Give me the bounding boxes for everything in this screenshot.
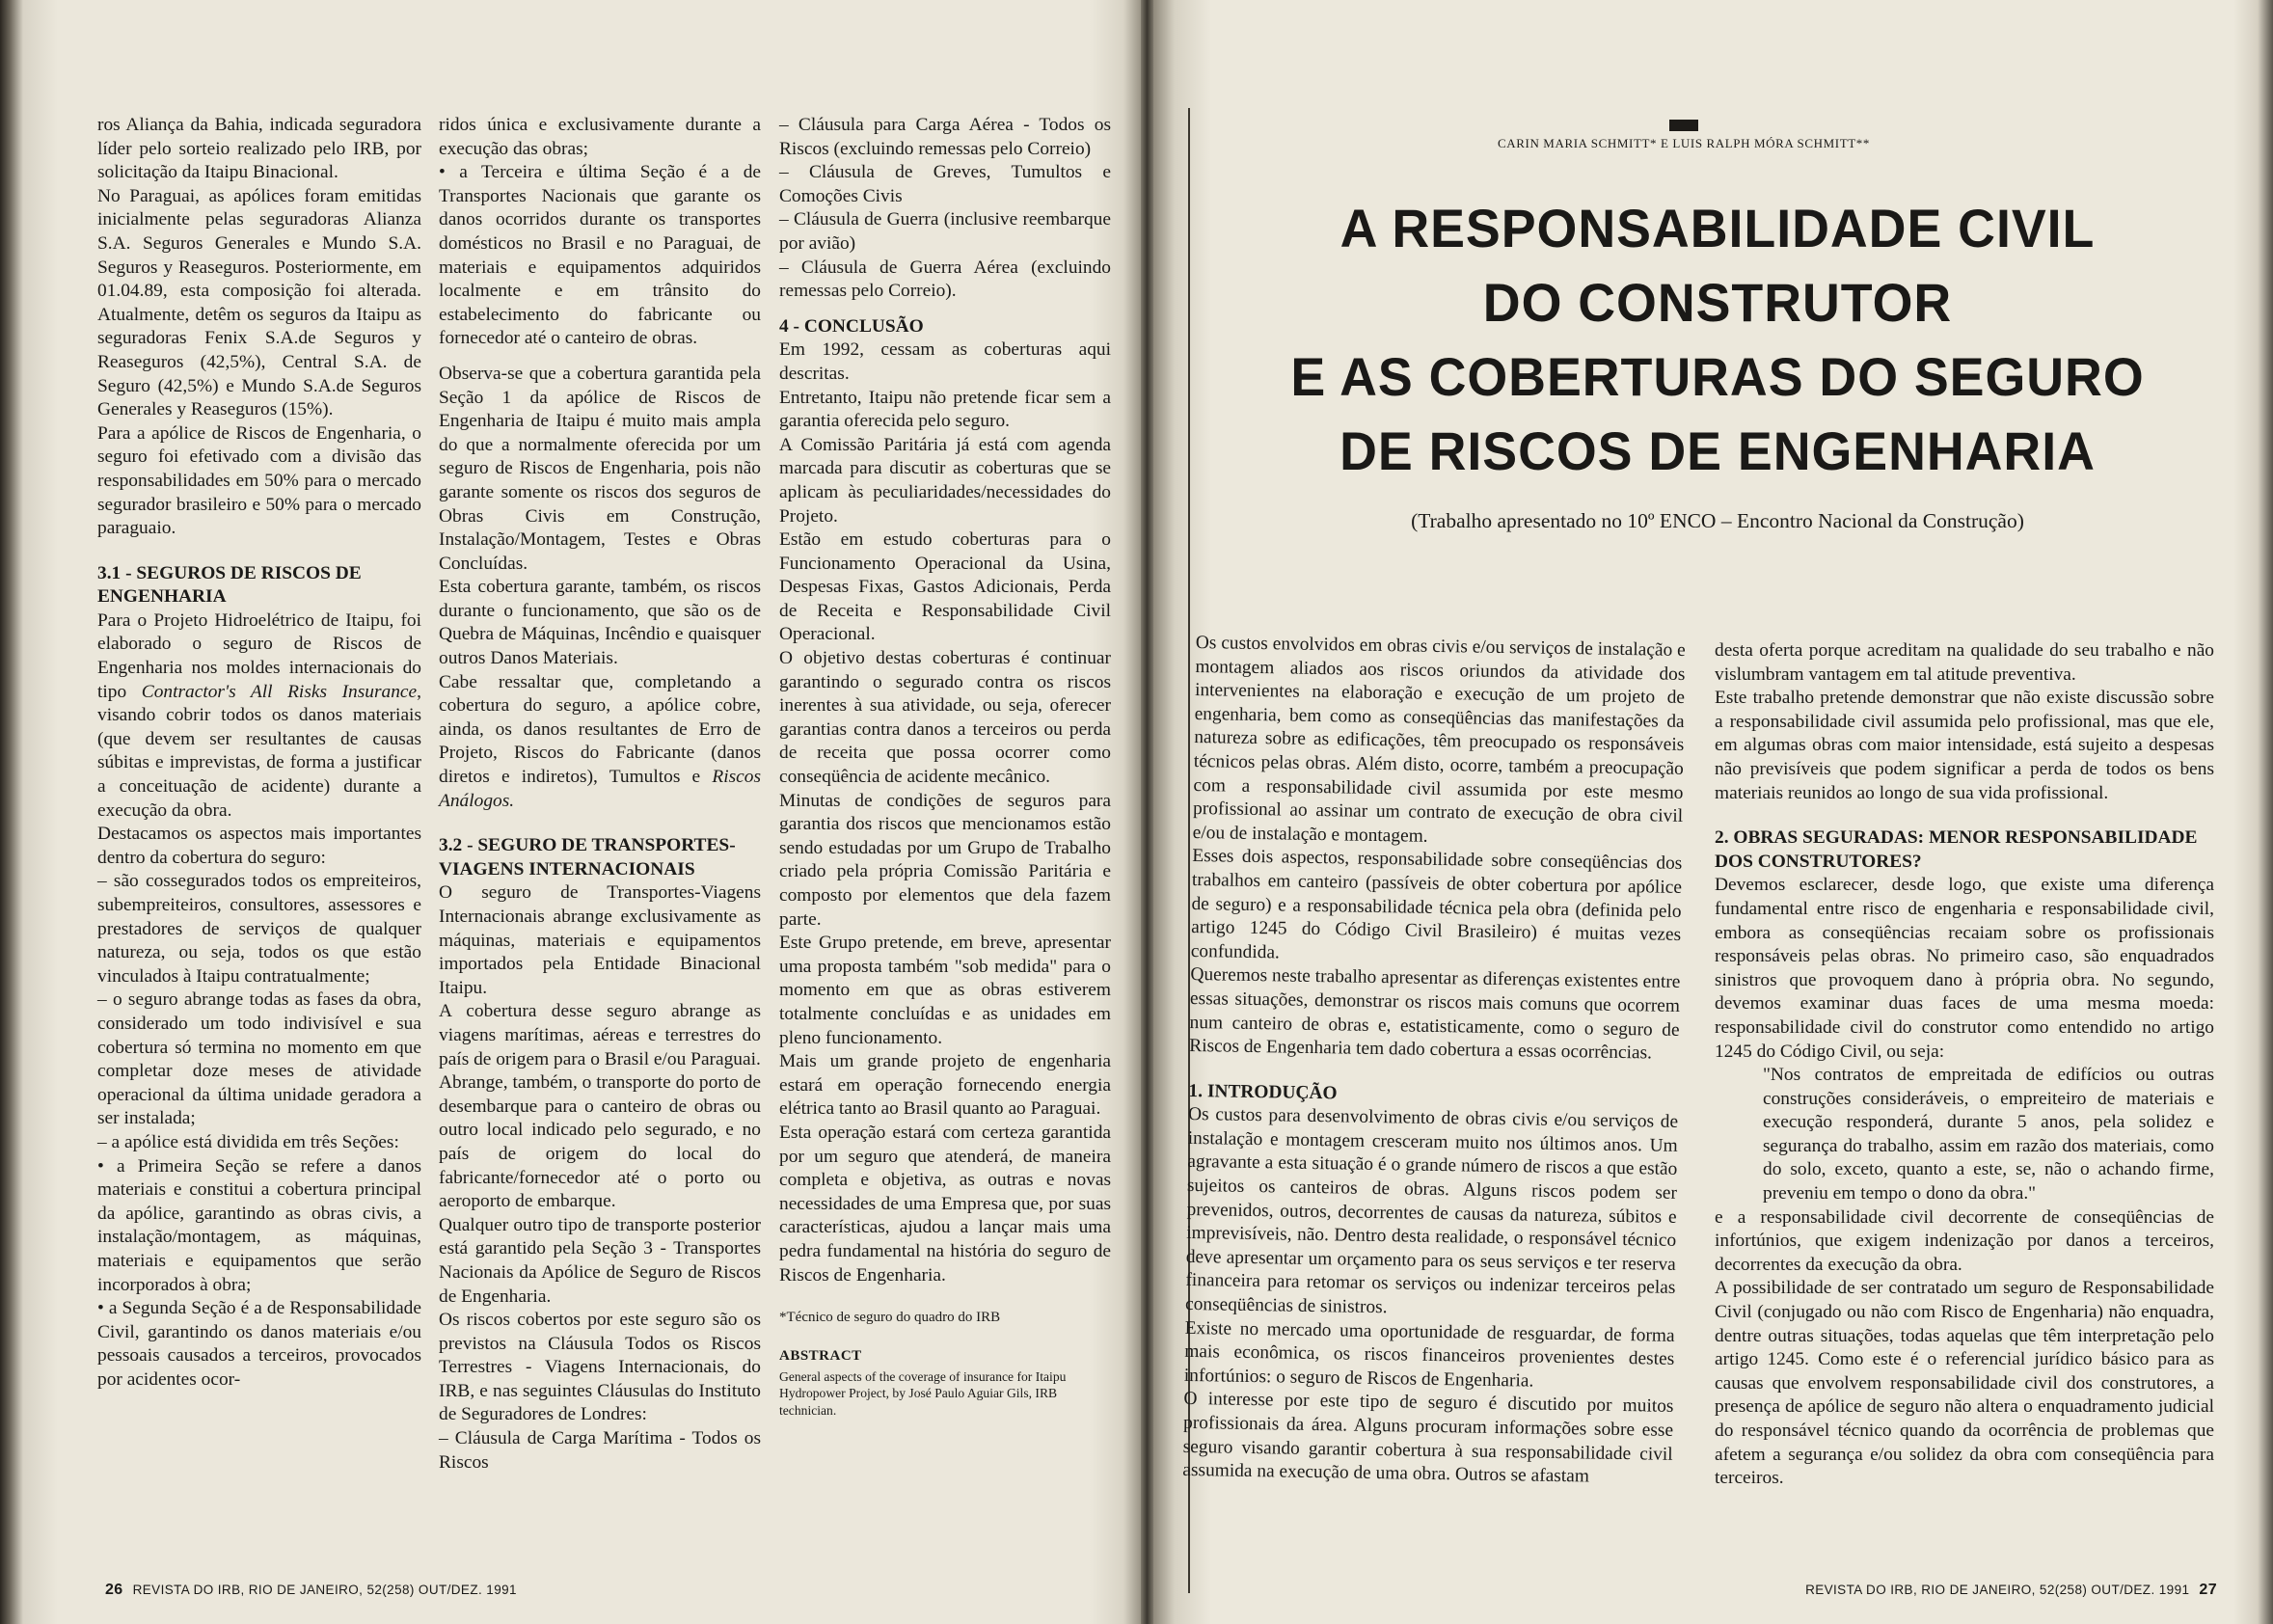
article-title [1213,191,2222,488]
paragraph: Abrange, também, o transporte do porto de desembarque para o canteiro de obras ou outro local indicado pelo segurado, e no país de origem do local do fabricante/fornecedor até o porto ou aeroporto de embarque. [439,1072,761,1212]
paragraph: e a responsabilidade civil decorrente de conseqüências de infortúnios, que exigem indenização por danos a terceiros, decorrentes da execução da obra. [1715,1206,2214,1275]
section-heading-1: 1. INTRODUÇÃO [1188,1080,1338,1104]
left-column-2 [439,114,761,1475]
title-line: E AS COBERTURAS DO SEGURO [1290,346,2145,407]
paragraph: • a Segunda Seção é a de Responsabilidade Civil, garantindo os danos materiais e/ou pessoais causados a terceiros, provocados por acidentes ocor- [97,1298,421,1390]
paragraph: Este trabalho pretende demonstrar que não existe discussão sobre a responsabilidade civil assumida pelo profissional, mas que ele, em algumas obras com maior intensidade, está sujeito a despesas não previsíveis que podem significar a perda de todos os bens materiais reunidos ao longo de sua vida profissional. [1715,688,2214,803]
paragraph: ros Aliança da Bahia, indicada seguradora líder pelo sorteio realizado pelo IRB, por solicitação da Itaipu Binacional. [97,115,421,183]
paragraph: Observa-se que a cobertura garantida pela Seção 1 da apólice de Riscos de Engenharia de Itaipu é muito mais ampla do que a normalmente oferecida por um seguro de Riscos de Engenharia, pois não garante somente os riscos dos seguros de Obras Civis em Construção, Instalação/Montagem, Testes e Obras Concluídas. [439,363,761,574]
title-line: DE RISCOS DE ENGENHARIA [1339,420,2096,481]
article-subtitle: (Trabalho apresentado no 10º ENCO – Encontro Nacional da Construção) [1411,509,2024,532]
abstract-body: General aspects of the coverage of insurance for Itaipu Hydropower Project, by José Paulo Aguiar Gils, IRB technician. [779,1368,1067,1418]
footnote: *Técnico de seguro do quadro do IRB [779,1310,1001,1326]
page-folio-left [95,1582,517,1599]
right-page [1153,0,2273,1624]
paragraph: Os riscos cobertos por este seguro são os previstos na Cláusula Todos os Riscos Terrestres - Viagens Internacionais, do IRB, e nas seguintes Cláusulas do Instituto de Seguradores de Londres: [439,1310,761,1425]
paragraph: Para a apólice de Riscos de Engenharia, o seguro foi efetivado com a divisão das responsabilidades em 50% para o mercado segurador brasileiro e 50% para o mercado paraguaio. [97,422,421,539]
paragraph: Existe no mercado uma oportunidade de resguardar, de forma mais econômica, os riscos financeiros provenientes destes infortúnios: o seguro de Riscos de Engenharia. [1183,1317,1675,1392]
paragraph: Estão em estudo coberturas para o Funcionamento Operacional da Usina, Despesas Fixas, Gastos Adicionais, Perda de Receita e Responsabilidade Civil Operacional. [779,529,1111,645]
paragraph: Este Grupo pretende, em breve, apresentar uma proposta também "sob medida" para o momento em que as obras estiverem totalmente concluídas e as unidades em pleno funcionamento. [779,933,1111,1048]
paragraph: A cobertura desse seguro abrange as viagens marítimas, aéreas e terrestres do país de origem para o Brasil e/ou Paraguai. [439,1001,761,1069]
page-number: 26 [105,1582,123,1598]
book-gutter [1141,0,1153,1624]
paragraph: – Cláusula para Carga Aérea - Todos os Riscos (excluindo remessas pelo Correio) [779,115,1111,159]
paragraph: Para o Projeto Hidroelétrico de Itaipu, foi elaborado o seguro de Riscos de Engenharia nos moldes internacionais do tipo Contractor's All Risks Insurance, visando cobrir todos os danos materiais (que devem ser resultantes de causas súbitas e imprevistas, de forma a justificar a conceituação de acidente) durante a execução da obra. [97,609,422,821]
paragraph: – Cláusula de Guerra (inclusive reembarque por avião) [779,209,1111,254]
right-column-2 [1715,639,2214,1491]
paragraph: Minutas de condições de seguros para garantia dos riscos que mencionamos estão sendo estudadas por um Grupo de Trabalho criado pela própria Comissão Paritária e composto por elementos que dela fazem parte. [779,790,1111,930]
paragraph: Em 1992, cessam as coberturas aqui descritas. [779,339,1111,384]
journal-citation: REVISTA DO IRB, RIO DE JANEIRO, 52(258) OUT/DEZ. 1991 [132,1583,517,1597]
authors-byline: CARIN MARIA SCHMITT* E LUIS RALPH MÓRA SCHMITT** [1498,136,1870,150]
paragraph: • a Terceira e última Seção é a de Transportes Nacionais que garante os danos ocorridos durante os transportes domésticos no Brasil e no Paraguai, de materiais e equipamentos adquiridos localmente e em trânsito do estabelecimento do fabricante ou fornecedor até o canteiro de obras. [439,162,761,349]
paragraph: Cabe ressaltar que, completando a cobertura do seguro, a apólice cobre, ainda, os danos resultantes de Erro de Projeto, Riscos do Fabricante (danos diretos e indiretos), Tumultos e Riscos Análogos. [439,671,761,811]
section-heading-4: 4 - CONCLUSÃO [779,315,924,337]
paragraph: • a Primeira Seção se refere a danos materiais e constitui a cobertura principal da apólice, garantindo as obras civis, a instalação/montagem, as máquinas, materiais e equipamentos que serão incorporados à obra; [97,1155,421,1295]
section-heading-3-2: 3.2 - SEGURO DE TRANSPORTES-VIAGENS INTERNACIONAIS [439,835,736,880]
section-heading-3-1: 3.1 - SEGUROS DE RISCOS DE ENGENHARIA [97,562,362,608]
paragraph: Os custos para desenvolvimento de obras civis e/ou serviços de instalação e montagem cresceram muito nos últimos anos. Um agravante a esta situação é o grande número de riscos a que estão sujeitos os canteiros de obras. Alguns riscos podem ser prevenidos, outros, decorrentes de causas da natureza, súbitos e imprevisíveis, não. Dentro desta realidade, o responsável técnico deve apresentar um orçamento para os seus serviços e ter reserva financeira para retomar os serviços ou indenizar terceiros pelas conseqüências de sinistros. [1184,1104,1679,1318]
abstract-heading: ABSTRACT [779,1348,862,1365]
paragraph: – Cláusula de Carga Marítima - Todos os Riscos [439,1428,761,1473]
paragraph: – Cláusula de Greves, Tumultos e Comoções Civis [779,162,1111,206]
paragraph: Esta cobertura garante, também, os riscos durante o funcionamento, que são os de Quebra de Máquinas, Incêndio e quaisquer outros Danos Materiais. [439,577,761,669]
paragraph: A possibilidade de ser contratado um seguro de Responsabilidade Civil (conjugado ou não com Risco de Engenharia) não enquadra, dentre outras situações, todas aquelas que têm interpretação pelo artigo 1245. Como este é o referencial jurídico básico para as causas que envolvem responsabilidade civil dos construtores, a presença de apólice de seguro não altera o enquadramento judicial do responsável técnico quando da ocorrência de problemas que afetem a segurança e/ou solidez da obra com conseqüência para terceiros. [1715,1278,2214,1489]
section-heading-2: 2. OBRAS SEGURADAS: MENOR RESPONSABILIDADE DOS CONSTRUTORES? [1715,827,2198,872]
page-number: 27 [2199,1582,2217,1598]
paragraph: – Cláusula de Guerra Aérea (excluindo remessas pelo Correio). [779,257,1111,302]
paragraph: Devemos esclarecer, desde logo, que existe uma diferença fundamental entre risco de engenharia e responsabilidade civil, embora as conseqüências recaiam sobre os profissionais responsáveis pelas obras. No primeiro caso, são enquadrados sinistros que provoquem dano à própria obra. No segundo, devemos examinar duas faces de uma mesma moeda: responsabilidade civil do construtor como entendido no artigo 1245 do Código Civil, ou seja: [1715,875,2214,1062]
title-line: DO CONSTRUTOR [1482,272,1953,333]
left-column-3 [779,114,1111,1419]
paragraph: O objetivo destas coberturas é continuar garantindo o segurado contra os riscos inerentes à sua atividade, ou seja, oferecer garantias contra danos a terceiros ou perda de receita que possa ocorrer como conseqüência de acidente mecânico. [779,648,1111,788]
paragraph: – são cossegurados todos os empreiteiros, subempreiteiros, consultores, assessores e prestadores de serviços de qualquer natureza, ou seja, todos os que estão vinculados à Itaipu contratualmente; [97,871,421,987]
paragraph: ridos única e exclusivamente durante a execução das obras; [439,115,761,159]
paragraph: desta oferta porque acreditam na qualidade do seu trabalho e não vislumbram vantagem em tal atitude preventiva. [1715,640,2214,685]
paragraph: Queremos neste trabalho apresentar as diferenças existentes entre essas situações, demonstrar os riscos mais comuns que ocorrem num canteiro de obras e, estatisticamente, como o seguro de Riscos de Engenharia tem dado cobertura a essas ocorrências. [1189,964,1681,1064]
paragraph: Mais um grande projeto de engenharia estará em operação fornecendo energia elétrica tanto ao Brasil quanto ao Paraguai. [779,1051,1111,1120]
paragraph: – o seguro abrange todas as fases da obra, considerado um todo indivisível e sua cobertura só termina no momento em que completar doze meses de atividade operacional da última unidade geradora a ser instalada; [97,989,421,1129]
right-column-1 [1182,632,1686,1491]
paragraph: Esta operação estará com certeza garantida por um seguro que atenderá, de maneira completa e objetiva, as outras e novas necessidades de uma Empresa que, por suas características, ajudou a lançar mais uma pedra fundamental na história do seguro de Riscos de Engenharia. [779,1122,1111,1286]
paragraph: Destacamos os aspectos mais importantes dentro da cobertura do seguro: [97,824,421,868]
paragraph: Qualquer outro tipo de transporte posterior está garantido pela Seção 3 - Transportes Nacionais da Apólice de Seguro de Riscos de Engenharia. [439,1214,761,1307]
page-folio-right [1805,1582,2227,1599]
title-line: A RESPONSABILIDADE CIVIL [1339,198,2096,258]
paragraph: Esses dois aspectos, responsabilidade sobre conseqüências dos trabalhos em canteiro (passíveis de obter cobertura por apólice de seguro) e a responsabilidade técnica pela obra (definida pelo artigo 1245 do Código Civil Brasileiro) é muitas vezes confundida. [1190,846,1683,963]
legal-quote: "Nos contratos de empreitada de edifícios ou outras construções consideráveis, o empreiteiro de materiais e execução responderá, durante 5 anos, pela solidez e segurança do trabalho, assim em razão dos materiais, como do solo, exceto, quanto a este, se, não o achando firme, preveniu em tempo o dono da obra." [1763,1065,2214,1204]
journal-citation: REVISTA DO IRB, RIO DE JANEIRO, 52(258) OUT/DEZ. 1991 [1805,1583,2190,1597]
paragraph: A Comissão Paritária já está com agenda marcada para discutir as coberturas que se aplicam às peculiaridades/necessidades do Projeto. [779,434,1111,527]
paragraph: Os custos envolvidos em obras civis e/ou serviços de instalação e montagem aliados aos riscos oriundos da atividade dos intervenientes na elaboração e execução de um projeto de engenharia, bem como as conseqüências das manifestações da natureza sobre as edificações, têm preocupado os responsáveis técnicos pelas obras. Além disto, ocorre, também a preocupação com a responsabilidade civil assumida por este mesmo profissional ao assinar um contrato de execução de obra civil e/ou de instalação e montagem. [1192,632,1686,847]
paragraph: O interesse por este tipo de seguro é discutido por muitos profissionais da área. Alguns procuram informações sobre esse seguro visando garantir cobertura à sua responsabilidade civil assumida na execução de uma obra. Outros se afastam [1182,1389,1674,1487]
left-column-1 [97,114,421,1392]
paragraph: – a apólice está dividida em três Seções: [97,1131,399,1152]
paragraph: No Paraguai, as apólices foram emitidas inicialmente pelas seguradoras Alianza S.A. Seguros Generales e Mundo S.A. Seguros y Reaseguros. Posteriormente, em 01.04.89, esta composição foi alterada. Atualmente, detêm os seguros da Itaipu as seguradoras Fenix S.A.de Seguros y Reaseguros (42,5%), Central S.A. de Seguro (42,5%) e Mundo S.A.de Seguros Generales y Reaseguros (15%). [97,185,421,420]
paragraph: O seguro de Transportes-Viagens Internacionais abrange exclusivamente as máquinas, materiais e equipamentos importados pela Entidade Binacional Itaipu. [439,882,761,998]
section-marker [1669,120,1698,131]
paragraph: Entretanto, Itaipu não pretende ficar sem a garantia oferecida pelo seguro. [779,387,1111,432]
